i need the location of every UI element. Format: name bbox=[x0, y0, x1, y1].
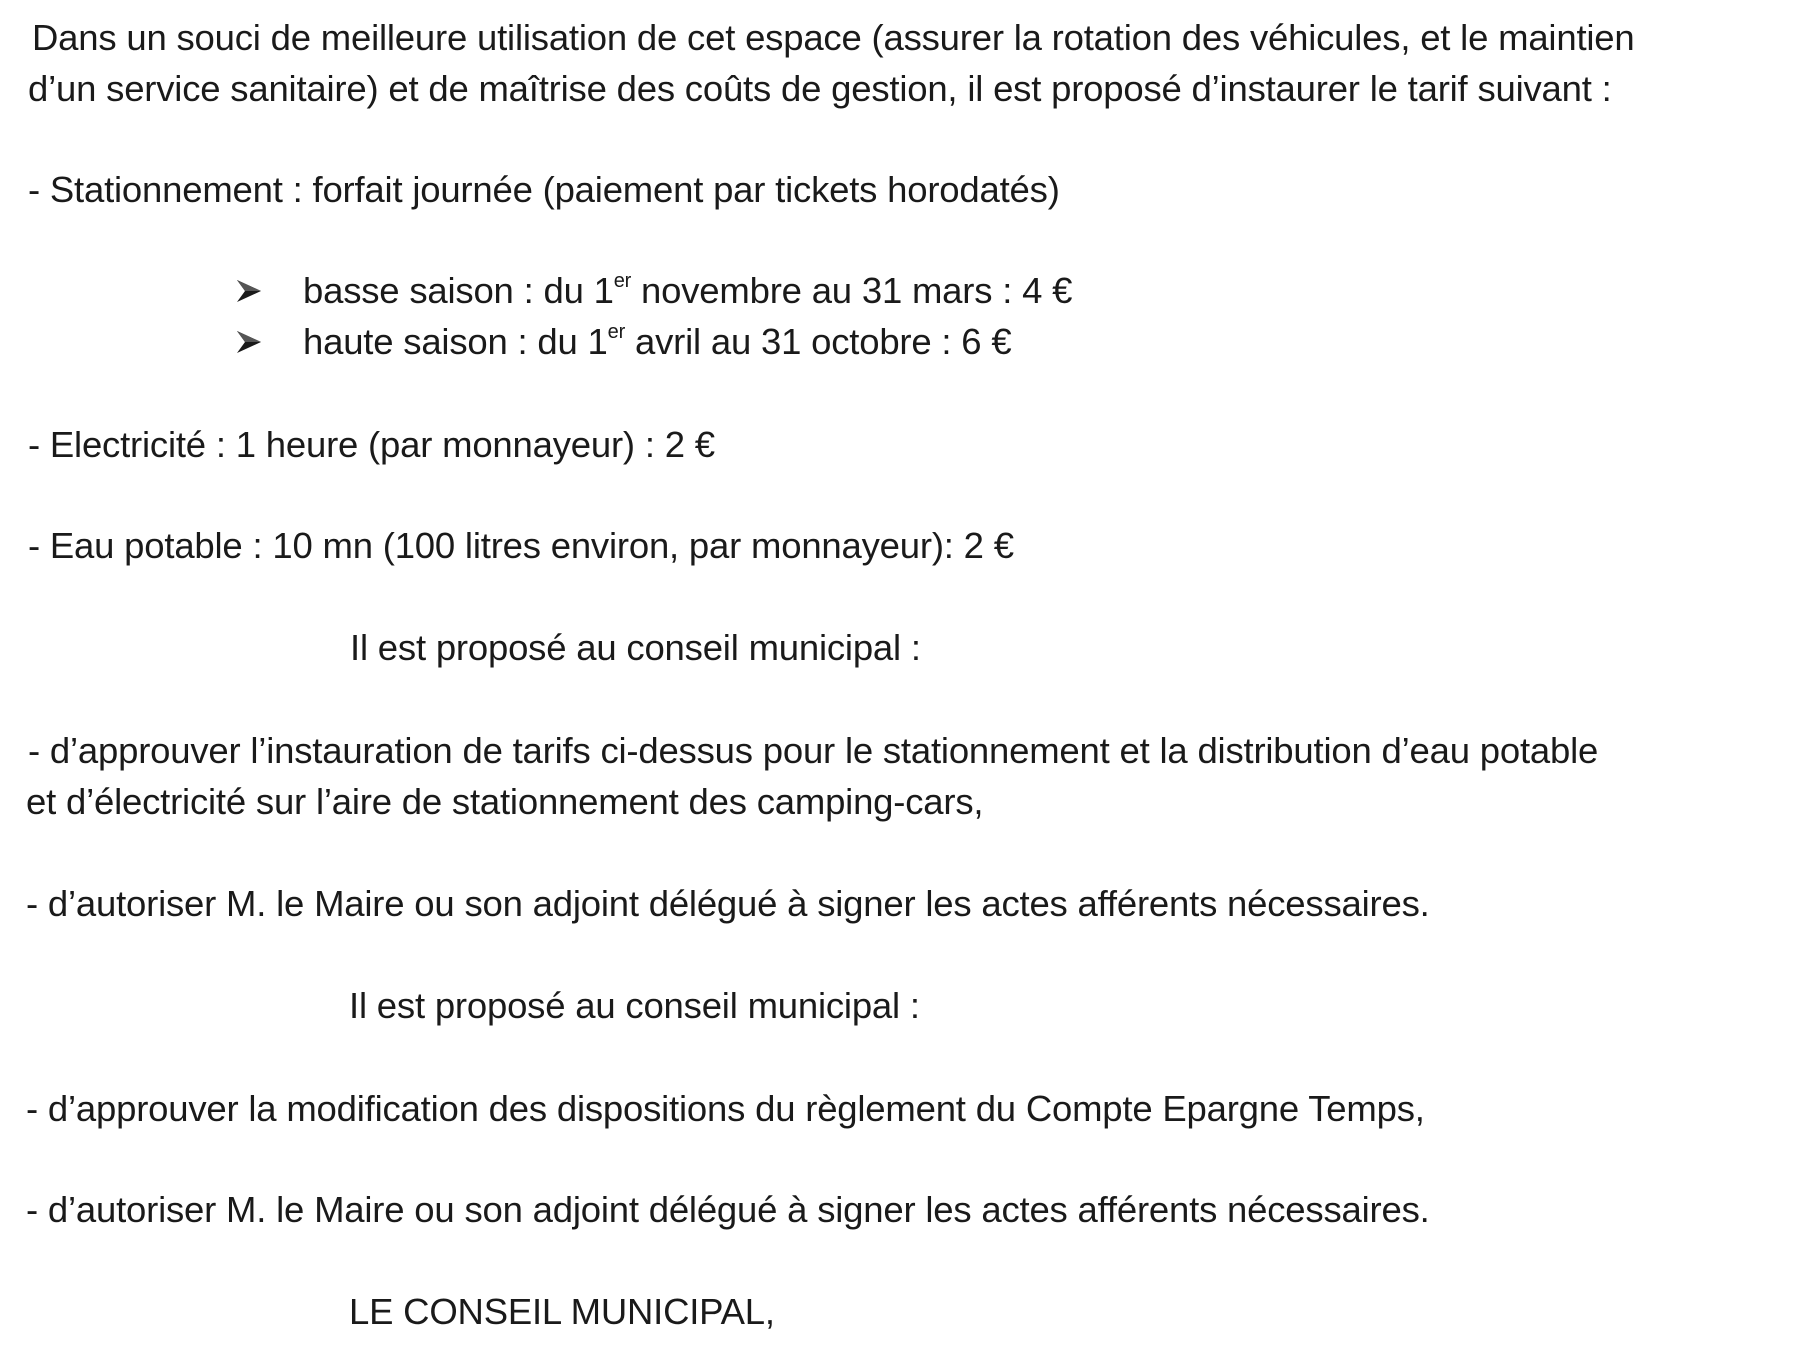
proposal-2-heading: Il est proposé au conseil municipal : bbox=[349, 985, 920, 1026]
haute-saison-prefix: haute saison : du 1 bbox=[303, 321, 608, 362]
arrowhead-bullet-icon bbox=[236, 329, 262, 355]
basse-saison-ordinal: er bbox=[613, 270, 632, 292]
footer-conseil-municipal: LE CONSEIL MUNICIPAL, bbox=[349, 1291, 775, 1332]
basse-saison-item bbox=[303, 270, 1073, 311]
basse-saison-suffix: novembre au 31 mars : 4 € bbox=[631, 270, 1073, 311]
proposal-1-item-2: - d’autoriser M. le Maire ou son adjoint délégué à signer les actes afférents nécessaires. bbox=[26, 883, 1430, 924]
proposal-2-item-1: - d’approuver la modification des dispositions du règlement du Compte Epargne Temps, bbox=[26, 1088, 1425, 1129]
intro-line-2: d’un service sanitaire) et de maîtrise des coûts de gestion, il est proposé d’instaurer le tarif suivant : bbox=[28, 68, 1612, 109]
basse-saison-prefix: basse saison : du 1 bbox=[303, 270, 614, 311]
arrowhead-bullet-icon bbox=[236, 278, 262, 304]
proposal-1-item-1-line-1: - d’approuver l’instauration de tarifs ci-dessus pour le stationnement et la distribution d’eau potable bbox=[28, 730, 1599, 771]
haute-saison-ordinal: er bbox=[607, 321, 626, 343]
proposal-1-item-1-line-2: et d’électricité sur l’aire de stationnement des camping-cars, bbox=[26, 781, 984, 822]
haute-saison-suffix: avril au 31 octobre : 6 € bbox=[625, 321, 1012, 362]
intro-line-1: Dans un souci de meilleure utilisation de cet espace (assurer la rotation des véhicules, et le maintien bbox=[32, 17, 1635, 58]
proposal-2-item-2: - d’autoriser M. le Maire ou son adjoint délégué à signer les actes afférents nécessaires. bbox=[26, 1189, 1430, 1230]
eau-potable-line: - Eau potable : 10 mn (100 litres environ, par monnayeur): 2 € bbox=[28, 525, 1014, 566]
stationnement-heading: - Stationnement : forfait journée (paiement par tickets horodatés) bbox=[28, 169, 1060, 210]
proposal-1-heading: Il est proposé au conseil municipal : bbox=[350, 627, 921, 668]
electricite-line: - Electricité : 1 heure (par monnayeur) : 2 € bbox=[28, 424, 715, 465]
haute-saison-item bbox=[303, 321, 1012, 362]
